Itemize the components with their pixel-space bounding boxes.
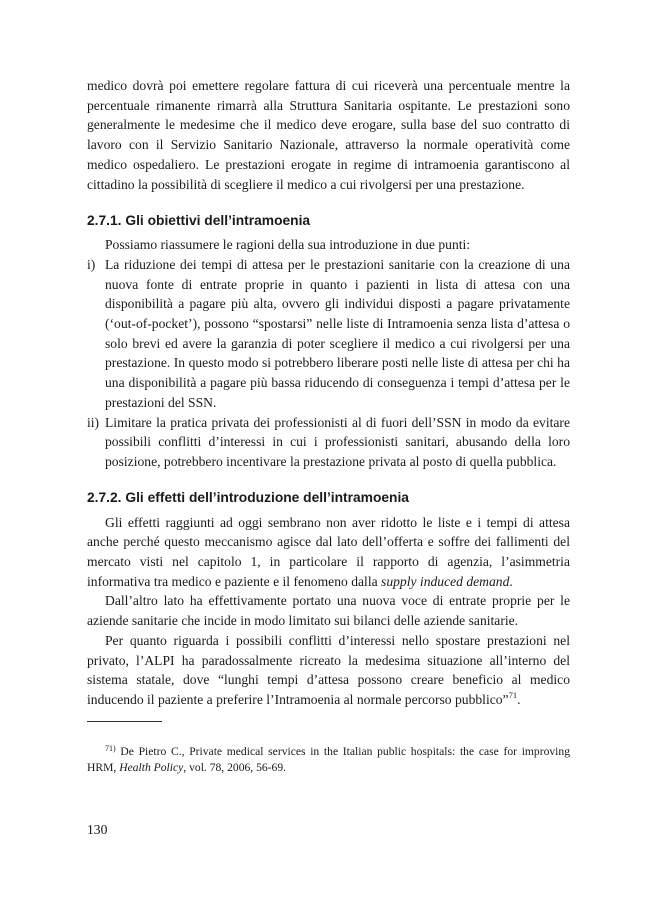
- list-marker: i): [87, 256, 96, 272]
- section-lead: Possiamo riassumere le ragioni della sua introduzione in due punti:: [105, 237, 471, 253]
- footnote-divider: [87, 721, 162, 722]
- footnote-journal: Health Policy: [119, 761, 184, 775]
- paragraph-text: Per quanto riguarda i possibili conflitti d’interessi nello spostare prestazioni nel privato, l’ALPI ha paradossalmente ricreato la medesima situazione all’interno del sistema statale, dove “lunghi tempi d’attesa possono creare beneficio al medico inducendo il paziente a preferire l’Intramoenia al normale percorso pubblico”: [87, 632, 570, 707]
- list-item: [87, 255, 570, 413]
- effects-paragraph-2: Dall’altro lato ha effettivamente portato una nuova voce di entrate proprie per le aziende sanitarie che incide in modo limitato sui bilanci delle aziende sanitarie.: [87, 593, 570, 629]
- list-item-text: Limitare la pratica privata dei professionisti al di fuori dell’SSN in modo da evitare possibili conflitti d’interessi in cui i professionisti sanitari, abusando della loro posizione, potrebbero incentivare la prestazione privata al posto di quella pubblica.: [105, 414, 570, 469]
- paragraph-text: .: [509, 573, 513, 589]
- footnote-number: 71): [105, 743, 116, 753]
- intro-paragraph: medico dovrà poi emettere regolare fattura di cui riceverà una percentuale mentre la percentuale rimanente rimarrà alla Struttura Sanitaria ospitante. Le prestazioni sono generalmente le medesime che il medico deve erogare, sulla base del suo contratto di lavoro con il Servizio Sanitario Nazionale, attraverso la normale operatività come medico ospedaliero. Le prestazioni erogate in regime di intramoenia garantiscono al cittadino la possibilità di scegliere il medico a cui rivolgersi per una prestazione.: [87, 78, 570, 192]
- footnote-text: De Pietro C., Private medical services in the Italian public hospitals: the case for improving HRM,: [87, 744, 570, 775]
- footnote: [87, 741, 570, 777]
- objectives-list: [87, 255, 570, 472]
- italic-term: supply induced demand: [381, 573, 510, 589]
- paragraph-text: Gli effetti raggiunti ad oggi sembrano non aver ridotto le liste e i tempi di attesa anche perché questo meccanismo agisce dal lato dell’offerta e soffre dei fallimenti del mercato visti nel capitolo 1, in particolare il rapporto di agenzia, l’asimmetria informativa tra medico e paziente e il fenomeno dalla: [87, 514, 570, 589]
- effects-paragraph-3: [87, 631, 570, 710]
- list-item: [87, 413, 570, 472]
- page-body: [87, 76, 570, 777]
- page-number: 130: [87, 822, 108, 837]
- list-item-text: La riduzione dei tempi di attesa per le prestazioni sanitarie con la creazione di una nuova fonte di entrate proprie in quanto i pazienti in lista di attesa con una disponibilità a pagare più alta, ovvero gli individui disposti a pagare privatamente (‘out-of-pocket’), possono “spostarsi” nelle liste di Intramoenia senza lista d’attesa o solo brevi ed avere la garanzia di poter scegliere il medico a cui rivolgersi per una prestazione. In questo modo si potrebbero liberare posti nelle liste di attesa per chi ha una disponibilità a pagare più bassa riducendo di conseguenza i tempi d’attesa per le prestazioni del SSN.: [105, 256, 570, 410]
- section-heading-effects: 2.7.2. Gli effetti dell’introduzione dell’intramoenia: [87, 489, 409, 505]
- list-marker: ii): [87, 414, 100, 430]
- footnote-text: , vol. 78, 2006, 56-69.: [183, 761, 287, 775]
- footnote-reference: 71: [508, 689, 518, 700]
- paragraph-text: .: [517, 691, 521, 707]
- section-heading-objectives: 2.7.1. Gli obiettivi dell’intramoenia: [87, 213, 311, 229]
- effects-paragraph-1: [87, 513, 570, 592]
